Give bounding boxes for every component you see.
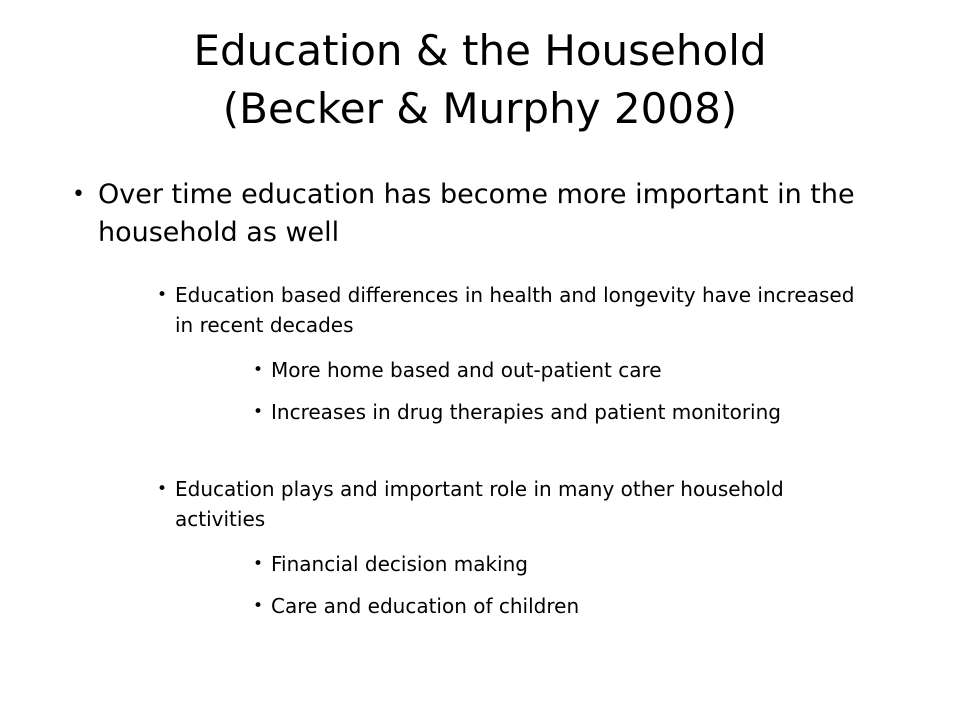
bullet-text: Education plays and important role in many other household activities <box>175 477 784 531</box>
bullet-text: Increases in drug therapies and patient monitoring <box>271 400 781 424</box>
bullet-dot-icon: • <box>253 596 264 616</box>
bullet-level3 <box>253 591 853 621</box>
slide-title <box>60 22 900 138</box>
bullet-dot-icon: • <box>72 182 85 207</box>
bullet-dot-icon: • <box>253 554 264 574</box>
bullet-level3 <box>253 549 853 579</box>
bullet-dot-icon: • <box>253 402 264 422</box>
bullet-dot-icon: • <box>253 360 264 380</box>
bullet-text: Care and education of children <box>271 594 580 618</box>
bullet-level3 <box>253 397 853 427</box>
bullet-level2 <box>157 474 857 534</box>
bullet-text: Financial decision making <box>271 552 528 576</box>
bullet-level3 <box>253 355 853 385</box>
bullet-text: Over time education has become more important in the household as well <box>98 179 855 248</box>
title-line-2: (Becker & Murphy 2008) <box>222 84 738 133</box>
title-line-1: Education & the Household <box>193 26 767 75</box>
bullet-dot-icon: • <box>157 479 168 499</box>
bullet-level2 <box>157 280 857 340</box>
bullet-text: More home based and out-patient care <box>271 358 662 382</box>
bullet-level1 <box>72 176 872 252</box>
bullet-dot-icon: • <box>157 285 168 305</box>
bullet-text: Education based differences in health and longevity have increased in recent decades <box>175 283 855 337</box>
